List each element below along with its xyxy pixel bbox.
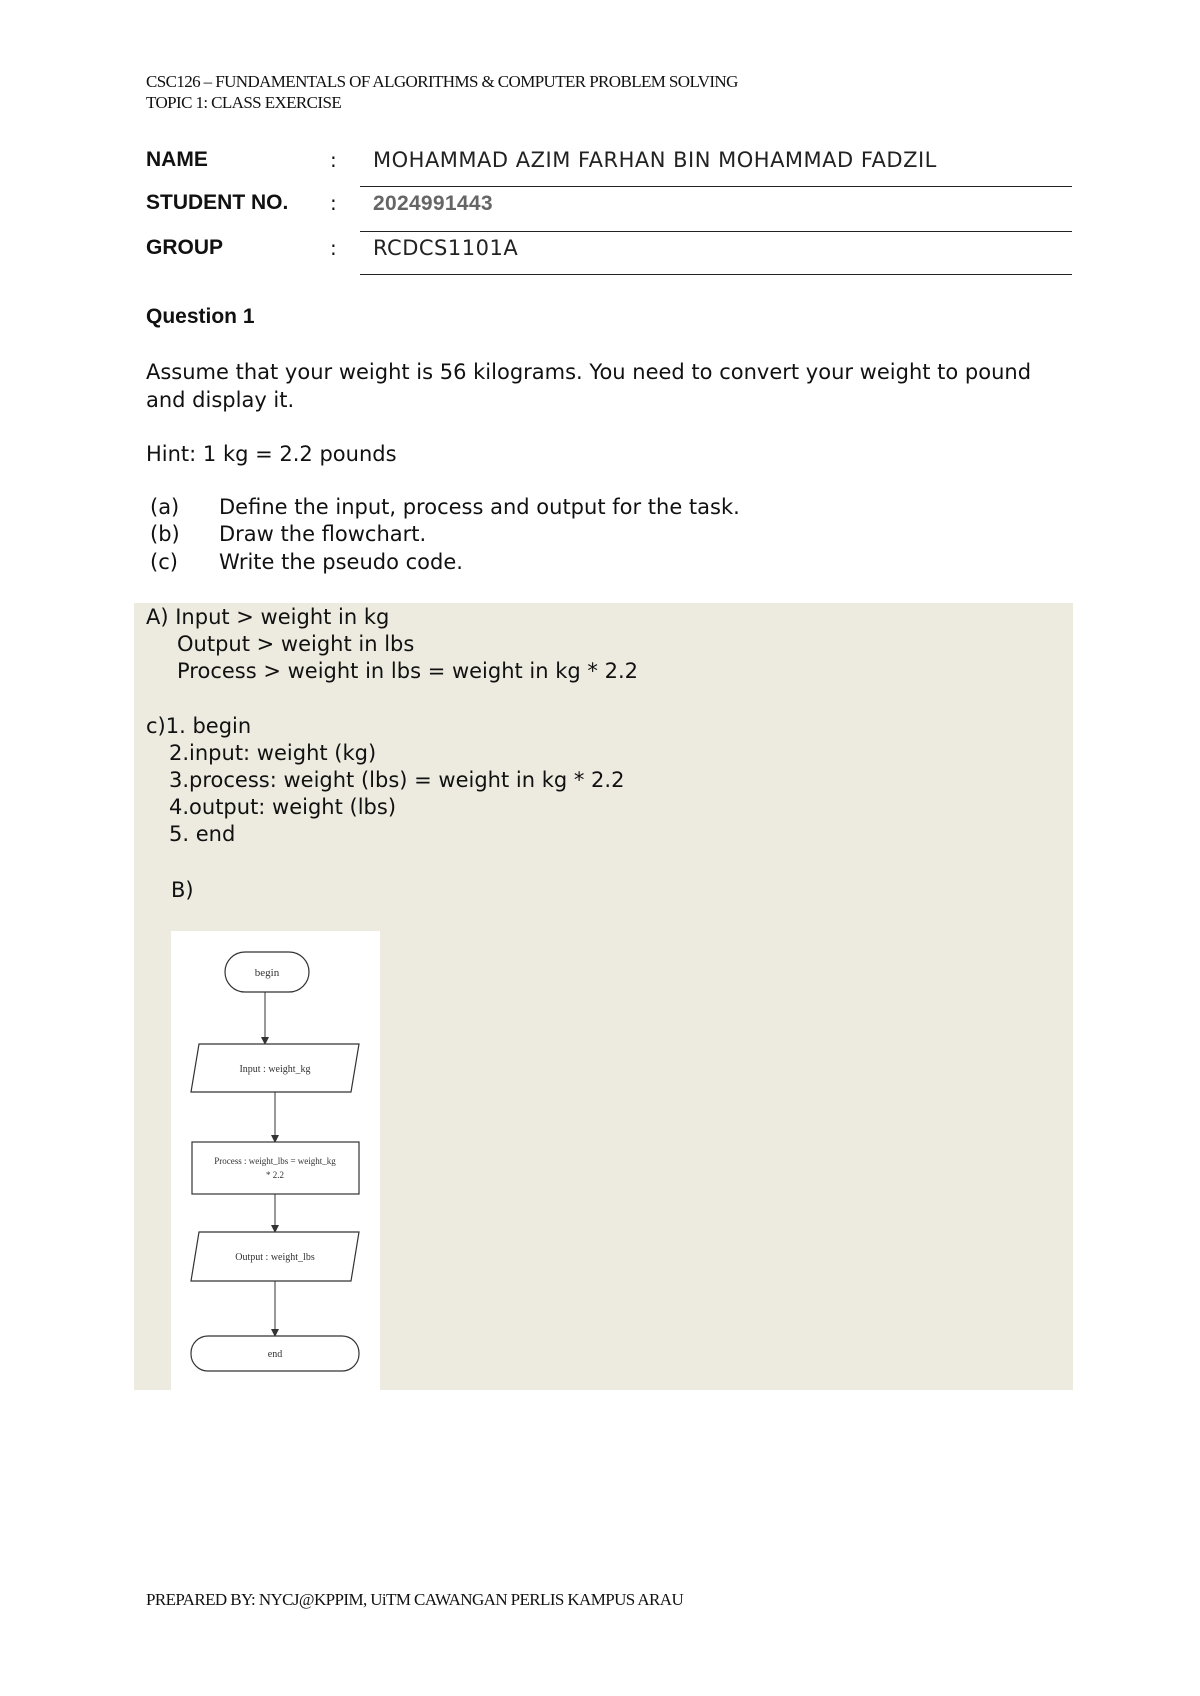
name-label: NAME xyxy=(146,148,208,171)
question-title: Question 1 xyxy=(146,305,255,328)
answer-a-process: Process > weight in lbs = weight in kg * 2.2 xyxy=(177,659,638,683)
flowchart-begin-text: begin xyxy=(254,967,280,979)
flowchart-input-text: Input : weight_kg xyxy=(239,1064,311,1075)
flowchart-process-text-2: * 2.2 xyxy=(266,1170,284,1180)
flowchart xyxy=(171,931,380,1390)
flowchart-process-text-1: Process : weight_lbs = weight_kg xyxy=(214,1156,336,1166)
group-label: GROUP xyxy=(146,236,224,259)
answer-a-input: A) Input > weight in kg xyxy=(146,605,390,629)
flowchart-process-box xyxy=(192,1142,359,1194)
part-a-mark: (a) xyxy=(150,495,180,519)
course-title: CSC126 – FUNDAMENTALS OF ALGORITHMS & COMPUTER PROBLEM SOLVING xyxy=(146,72,738,91)
student-no-label: STUDENT NO. xyxy=(146,191,289,214)
part-c-text: Write the pseudo code. xyxy=(219,550,463,574)
topic-title: TOPIC 1: CLASS EXERCISE xyxy=(146,93,342,112)
footer-prepared-by: PREPARED BY: NYCJ@KPPIM, UiTM CAWANGAN PERLIS KAMPUS ARAU xyxy=(146,1590,684,1609)
name-value: MOHAMMAD AZIM FARHAN BIN MOHAMMAD FADZIL xyxy=(373,148,937,172)
group-value: RCDCS1101A xyxy=(373,236,519,260)
pseudo-output: 4.output: weight (lbs) xyxy=(169,795,397,819)
student-no-separator: : xyxy=(330,191,337,215)
group-rule xyxy=(360,274,1072,275)
flowchart-panel xyxy=(171,931,380,1390)
group-separator: : xyxy=(330,236,337,260)
pseudo-end: 5. end xyxy=(169,822,236,846)
part-b-mark: (b) xyxy=(150,522,180,546)
flowchart-output-text: Output : weight_lbs xyxy=(235,1252,315,1263)
flowchart-end-text: end xyxy=(267,1349,283,1360)
flowchart-label: B) xyxy=(171,878,194,902)
student-no-rule xyxy=(360,231,1072,232)
name-rule xyxy=(360,186,1072,187)
pseudo-input: 2.input: weight (kg) xyxy=(169,741,377,765)
part-b-text: Draw the flowchart. xyxy=(219,522,427,546)
pseudo-process: 3.process: weight (lbs) = weight in kg * 2.2 xyxy=(169,768,625,792)
question-hint: Hint: 1 kg = 2.2 pounds xyxy=(146,442,397,466)
answer-a-output: Output > weight in lbs xyxy=(177,632,415,656)
question-text-line1: Assume that your weight is 56 kilograms. You need to convert your weight to pound xyxy=(146,360,1032,384)
student-no-value: 2024991443 xyxy=(373,192,493,215)
pseudo-begin: c)1. begin xyxy=(146,714,252,738)
name-separator: : xyxy=(330,148,337,172)
question-text-line2: and display it. xyxy=(146,388,295,412)
part-a-text: Define the input, process and output for the task. xyxy=(219,495,740,519)
part-c-mark: (c) xyxy=(150,550,178,574)
